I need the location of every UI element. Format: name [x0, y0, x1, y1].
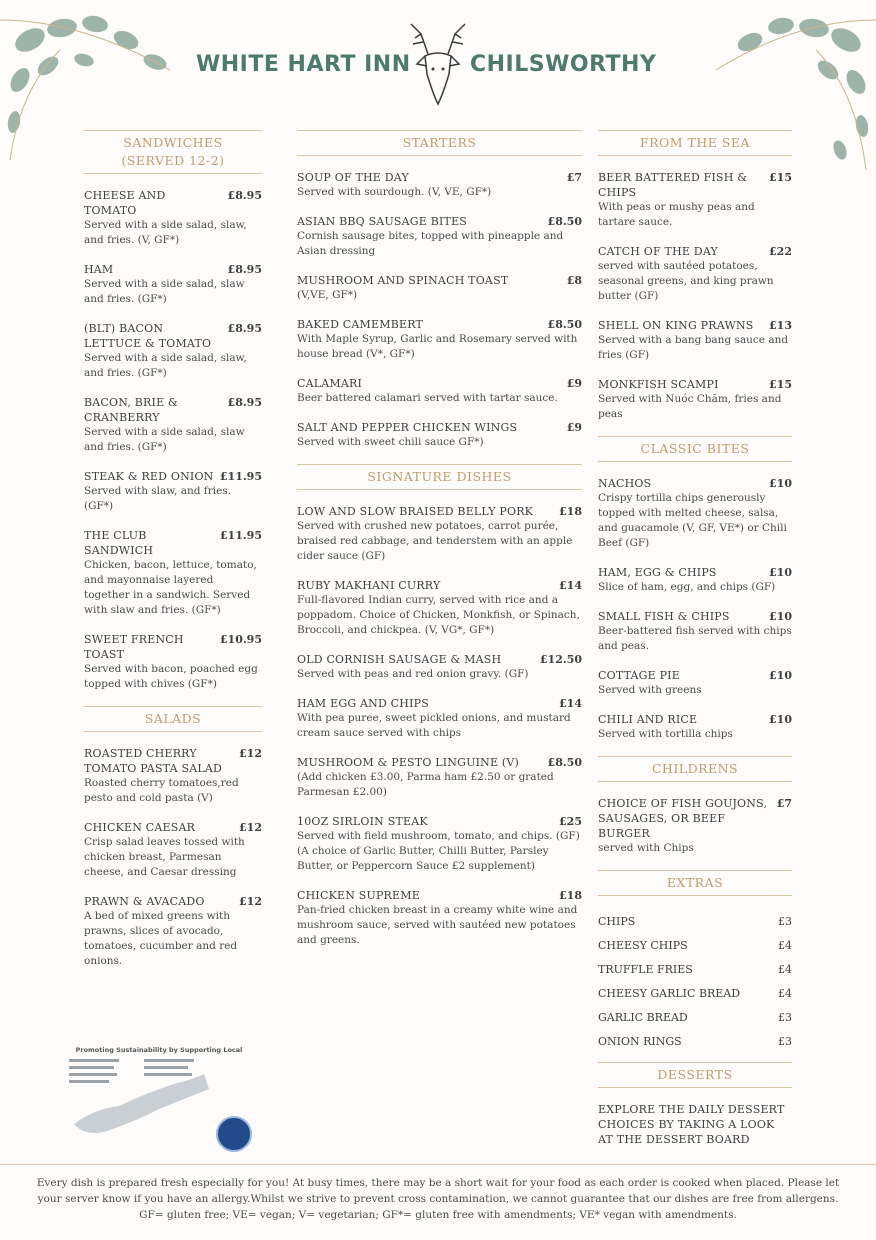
item-name: PRAWN & AVACADO [84, 895, 205, 908]
item-desc: Served with field mushroom, tomato, and chips. (GF) (A choice of Garlic Butter, Chilli Butter, Parsley Butter, or Peppercorn Sauce £2 supplement) [297, 830, 580, 872]
item-desc: Served with a side salad, slaw, and fries. (V, GF*) [84, 219, 247, 246]
item-name: MONKFISH SCAMPI [598, 378, 719, 391]
list-item [598, 910, 792, 934]
right-column [598, 130, 792, 1147]
item-name: ROASTED CHERRY TOMATO PASTA SALAD [84, 747, 223, 775]
item-desc: Cornish sausage bites, topped with pineapple and Asian dressing [297, 230, 564, 257]
item-price: £8.50 [547, 215, 582, 228]
item-desc: With peas or mushy peas and tartare sauce. [598, 201, 755, 228]
menu-item [598, 318, 792, 363]
item-name: CHIPS [598, 915, 636, 928]
item-desc: Served with peas and red onion gravy. (GF) [297, 668, 529, 680]
menu-item [297, 214, 582, 259]
item-desc: Served with a bang bang sauce and fries (GF) [598, 334, 789, 361]
item-name: SALT AND PEPPER CHICKEN WINGS [297, 421, 518, 434]
item-name: CATCH OF THE DAY [598, 245, 718, 258]
item-price: £12 [239, 747, 262, 760]
item-price: £10 [769, 477, 792, 490]
menu-item [297, 578, 582, 638]
item-desc: Roasted cherry tomatoes,red pesto and cold pasta (V) [84, 777, 239, 804]
item-name: SMALL FISH & CHIPS [598, 610, 730, 623]
section-title: FROM THE SEA [639, 135, 751, 150]
item-price: £4 [778, 987, 792, 1000]
item-desc: Full-flavored Indian curry, served with rice and a poppadom. Choice of Chicken, Monkfish, or Spinach, Broccoli, and chickpea. (V, VG*, GF*) [297, 594, 580, 636]
item-name: MUSHROOM & PESTO LINGUINE (V) [297, 756, 520, 769]
desserts-text: EXPLORE THE DAILY DESSERT CHOICES BY TAKING A LOOK AT THE DESSERT BOARD [598, 1103, 785, 1146]
list-item [598, 1006, 792, 1030]
sustainability-badge [64, 1046, 254, 1158]
item-name: 10OZ SIRLOIN STEAK [297, 815, 428, 828]
allergy-footer [0, 1164, 876, 1223]
menu-item [598, 668, 792, 698]
item-price: £12 [239, 895, 262, 908]
menu-item [297, 755, 582, 800]
item-price: £15 [769, 171, 792, 184]
footer-line: GF= gluten free; VE= vegan; V= vegetarian; GF*= gluten free with amendments; VE* vegan with amendments. [139, 1209, 737, 1221]
item-name: BACON, BRIE & CRANBERRY [84, 396, 179, 424]
item-price: £22 [769, 245, 792, 258]
item-desc: served with Chips [598, 842, 694, 854]
section-signature [297, 464, 582, 490]
item-name: OLD CORNISH SAUSAGE & MASH [297, 653, 502, 666]
item-desc: (V,VE, GF*) [297, 289, 358, 301]
section-desserts [598, 1062, 792, 1088]
section-title: CLASSIC BITES [640, 441, 750, 456]
menu-item [84, 321, 262, 381]
sandwiches-list [84, 188, 262, 692]
item-desc: Crispy tortilla chips generously topped with melted cheese, salsa, and guacamole (V, GF, VE*) or Chili Beef (GF) [598, 492, 787, 549]
stag-head-icon [403, 14, 473, 114]
item-desc: Beer battered calamari served with tartar sauce. [297, 392, 558, 404]
item-name: SWEET FRENCH TOAST [84, 633, 184, 661]
item-desc: Served with crushed new potatoes, carrot purée, braised red cabbage, and tenderstem with an apple cider sauce (GF) [297, 520, 573, 562]
section-starters [297, 130, 582, 156]
item-price: £12 [239, 821, 262, 834]
item-price: £8.95 [227, 396, 262, 409]
item-price: £13 [769, 319, 792, 332]
section-title: EXTRAS [666, 875, 724, 890]
item-desc: (Add chicken £3.00, Parma ham £2.50 or grated Parmesan £2.00) [297, 771, 554, 798]
menu-item [598, 609, 792, 654]
section-subtitle: (SERVED 12-2) [121, 153, 225, 168]
menu-item [297, 317, 582, 362]
item-desc: Served with a side salad, slaw and fries. (GF*) [84, 278, 245, 305]
item-price: £25 [559, 815, 582, 828]
menu-item [84, 632, 262, 692]
cornwall-map-icon [64, 1054, 214, 1144]
item-name: HAM EGG AND CHIPS [297, 697, 429, 710]
item-name: CHEESE AND TOMATO [84, 189, 166, 217]
item-desc: Chicken, bacon, lettuce, tomato, and mayonnaise layered together in a sandwich. Served with slaw and fries. (GF*) [84, 559, 257, 616]
item-name: CHEESY CHIPS [598, 939, 688, 952]
item-price: £14 [559, 579, 582, 592]
item-price: £10 [769, 713, 792, 726]
item-name: CHOICE OF FISH GOUJONS, SAUSAGES, OR BEEF BURGER [598, 797, 768, 840]
section-title: CHILDRENS [651, 761, 739, 776]
item-price: £11.95 [219, 529, 262, 542]
menu-item [84, 188, 262, 248]
item-name: ONION RINGS [598, 1035, 682, 1048]
item-desc: Crisp salad leaves tossed with chicken breast, Parmesan cheese, and Caesar dressing [84, 836, 245, 878]
salads-list [84, 746, 262, 969]
section-title: SANDWICHES [123, 135, 223, 150]
menu-item [84, 469, 262, 514]
item-desc: Served with a side salad, slaw, and fries. (GF*) [84, 352, 247, 379]
section-sandwiches [84, 130, 262, 174]
menu-item [84, 262, 262, 307]
item-name: CHICKEN SUPREME [297, 889, 420, 902]
list-item [598, 934, 792, 958]
menu-item [297, 170, 582, 200]
item-price: £14 [559, 697, 582, 710]
list-item [598, 958, 792, 982]
menu-item [84, 395, 262, 455]
menu-item [598, 712, 792, 742]
menu-item [598, 377, 792, 422]
item-desc: Served with a side salad, slaw and fries. (GF*) [84, 426, 245, 453]
village-name: CHILSWORTHY [470, 52, 657, 77]
sustainability-title: Promoting Sustainability by Supporting Local [75, 1046, 243, 1054]
item-name: CHILI AND RICE [598, 713, 698, 726]
childrens-list [598, 796, 792, 856]
item-price: £15 [769, 378, 792, 391]
item-name: STEAK & RED ONION [84, 470, 214, 483]
item-price: £3 [778, 1011, 792, 1024]
item-name: CALAMARI [297, 377, 363, 390]
item-price: £8.95 [227, 263, 262, 276]
item-desc: With pea puree, sweet pickled onions, and mustard cream sauce served with chips [297, 712, 571, 739]
footer-line: your server know if you have an allergy.Whilst we strive to prevent cross contamination, we cannot guarantee that our dishes are free from allergens. [37, 1193, 839, 1205]
section-title: DESSERTS [657, 1067, 733, 1082]
certification-seal-icon [216, 1116, 252, 1152]
item-name: CHEESY GARLIC BREAD [598, 987, 741, 1000]
item-name: THE CLUB SANDWICH [84, 529, 154, 557]
item-price: £10.95 [219, 633, 262, 646]
item-price: £7 [566, 171, 582, 184]
item-price: £10 [769, 669, 792, 682]
menu-item [598, 244, 792, 304]
list-item [598, 982, 792, 1006]
item-name: SHELL ON KING PRAWNS [598, 319, 754, 332]
item-price: £18 [559, 889, 582, 902]
item-desc: Served with sourdough. (V, VE, GF*) [297, 186, 492, 198]
classic-list [598, 476, 792, 742]
item-desc: Beer-battered fish served with chips and peas. [598, 625, 792, 652]
item-name: NACHOS [598, 477, 652, 490]
item-name: BAKED CAMEMBERT [297, 318, 424, 331]
list-item [598, 1030, 792, 1054]
item-name: GARLIC BREAD [598, 1011, 688, 1024]
menu-item [84, 894, 262, 969]
extras-list [598, 910, 792, 1054]
item-price: £3 [778, 915, 792, 928]
item-desc: Served with tortilla chips [598, 728, 733, 740]
item-desc: Pan-fried chicken breast in a creamy white wine and mushroom sauce, served with sautéed new potatoes and greens. [297, 904, 578, 946]
item-desc: A bed of mixed greens with prawns, slices of avocado, tomatoes, cucumber and red onions. [84, 910, 238, 967]
item-price: £18 [559, 505, 582, 518]
menu-item [297, 888, 582, 948]
item-desc: Slice of ham, egg, and chips (GF) [598, 581, 776, 593]
section-title: SIGNATURE DISHES [367, 469, 512, 484]
item-price: £10 [769, 566, 792, 579]
item-price: £10 [769, 610, 792, 623]
item-name: COTTAGE PIE [598, 669, 680, 682]
item-desc: Served with Nuóc Chăm, fries and peas [598, 393, 782, 420]
menu-item [297, 420, 582, 450]
item-price: £12.50 [539, 653, 582, 666]
menu-item [297, 376, 582, 406]
item-name: RUBY MAKHANI CURRY [297, 579, 441, 592]
menu-item [598, 796, 792, 856]
menu-item [297, 273, 582, 303]
item-desc: With Maple Syrup, Garlic and Rosemary served with house bread (V*, GF*) [297, 333, 578, 360]
section-childrens [598, 756, 792, 782]
item-price: £9 [566, 421, 582, 434]
item-name: LOW AND SLOW BRAISED BELLY PORK [297, 505, 534, 518]
item-price: £4 [778, 963, 792, 976]
item-desc: Served with greens [598, 684, 702, 696]
menu-item [84, 820, 262, 880]
item-price: £8.95 [227, 189, 262, 202]
item-name: BEER BATTERED FISH & CHIPS [598, 171, 748, 199]
item-desc: served with sautéed potatoes, seasonal greens, and king prawn butter (GF) [598, 260, 774, 302]
middle-column [297, 130, 582, 962]
item-price: £3 [778, 1035, 792, 1048]
left-column [84, 130, 262, 983]
starters-list [297, 170, 582, 450]
item-name: SOUP OF THE DAY [297, 171, 409, 184]
menu-item [84, 746, 262, 806]
menu-item [297, 652, 582, 682]
item-price: £8.50 [547, 756, 582, 769]
item-price: £9 [566, 377, 582, 390]
signature-list [297, 504, 582, 948]
item-name: CHICKEN CAESAR [84, 821, 196, 834]
sea-list [598, 170, 792, 422]
item-name: HAM, EGG & CHIPS [598, 566, 717, 579]
menu-item [297, 696, 582, 741]
menu-item [297, 504, 582, 564]
item-price: £8 [566, 274, 582, 287]
item-name: (BLT) BACON LETTUCE & TOMATO [84, 322, 212, 350]
inn-name: WHITE HART INN [196, 52, 411, 77]
item-name: ASIAN BBQ SAUSAGE BITES [297, 215, 468, 228]
item-price: £11.95 [219, 470, 262, 483]
section-classic [598, 436, 792, 462]
menu-item [297, 814, 582, 874]
item-name: HAM [84, 263, 114, 276]
section-title: SALADS [144, 711, 202, 726]
menu-item [598, 565, 792, 595]
menu-item [598, 476, 792, 551]
section-extras [598, 870, 792, 896]
item-name: TRUFFLE FRIES [598, 963, 693, 976]
section-sea [598, 130, 792, 156]
item-price: £8.50 [547, 318, 582, 331]
item-price: £7 [776, 797, 792, 810]
footer-line: Every dish is prepared fresh especially for you! At busy times, there may be a short wait for your food as each order is cooked when placed. Please let [36, 1177, 840, 1189]
menu-item [598, 170, 792, 230]
section-salads [84, 706, 262, 732]
item-desc: Served with sweet chili sauce GF*) [297, 436, 484, 448]
section-title: STARTERS [402, 135, 477, 150]
menu-item [84, 528, 262, 618]
item-desc: Served with bacon, poached egg topped with chives (GF*) [84, 663, 258, 690]
item-name: MUSHROOM AND SPINACH TOAST [297, 274, 509, 287]
item-price: £8.95 [227, 322, 262, 335]
item-desc: Served with slaw, and fries. (GF*) [84, 485, 232, 512]
item-price: £4 [778, 939, 792, 952]
